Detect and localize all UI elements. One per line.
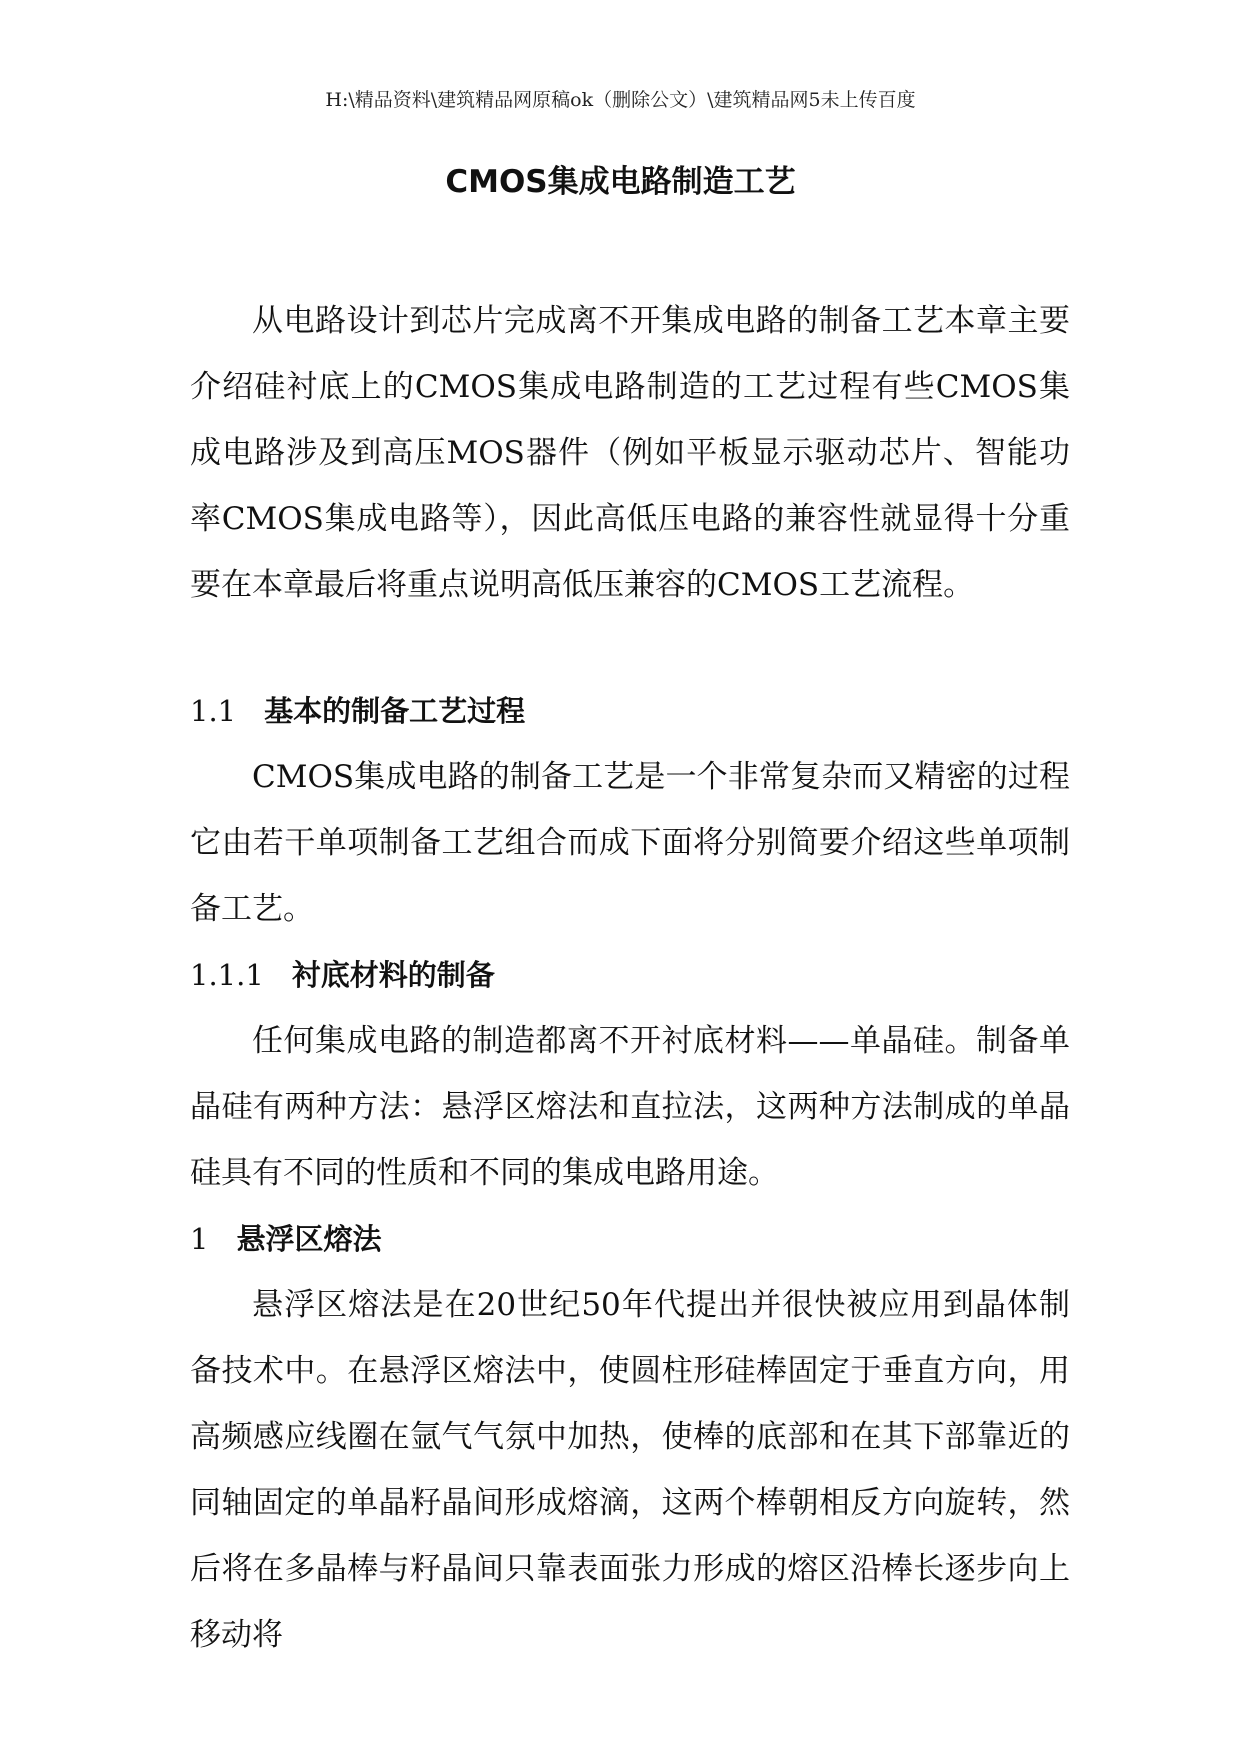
item-1-paragraph: 悬浮区熔法是在20世纪50年代提出并很快被应用到晶体制备技术中。在悬浮区熔法中，使圆柱形硅棒固定于垂直方向，用高频感应线圈在氩气气氛中加热，使棒的底部和在其下部靠近的同轴固定的单晶籽晶间形成熔滴，这两个棒朝相反方向旋转，然后将在多晶棒与籽晶间只靠表面张力形成的熔区沿棒长逐步向上移动将 <box>190 1287 1070 1653</box>
item-number: 1 <box>190 1222 209 1256</box>
item-heading-1 <box>190 1206 1070 1272</box>
section-1-1-1-paragraph: 任何集成电路的制造都离不开衬底材料——单晶硅。制备单晶硅有两种方法：悬浮区熔法和直拉法，这两种方法制成的单晶硅具有不同的性质和不同的集成电路用途。 <box>190 1023 1070 1191</box>
document-title: CMOS集成电路制造工艺 <box>445 164 796 200</box>
section-heading-1-1-1 <box>190 942 1070 1008</box>
section-title: 基本的制备工艺过程 <box>264 694 526 728</box>
document-body <box>190 288 1070 1668</box>
section-heading-1-1 <box>190 678 1070 744</box>
item-title: 悬浮区熔法 <box>236 1222 382 1256</box>
header-file-path: H:\精品资料\建筑精品网原稿ok（删除公文）\建筑精品网5未上传百度 <box>325 89 916 111</box>
section-title: 衬底材料的制备 <box>291 958 495 992</box>
section-number: 1.1.1 <box>190 958 264 992</box>
intro-paragraph: 从电路设计到芯片完成离不开集成电路的制备工艺本章主要介绍硅衬底上的CMOS集成电路制造的工艺过程有些CMOS集成电路涉及到高压MOS器件（例如平板显示驱动芯片、智能功率CMOS集成电路等），因此高低压电路的兼容性就显得十分重要在本章最后将重点说明高低压兼容的CMOS工艺流程。 <box>190 303 1070 603</box>
section-1-1-paragraph: CMOS集成电路的制备工艺是一个非常复杂而又精密的过程它由若干单项制备工艺组合而成下面将分别简要介绍这些单项制备工艺。 <box>190 759 1070 927</box>
section-number: 1.1 <box>190 694 237 728</box>
